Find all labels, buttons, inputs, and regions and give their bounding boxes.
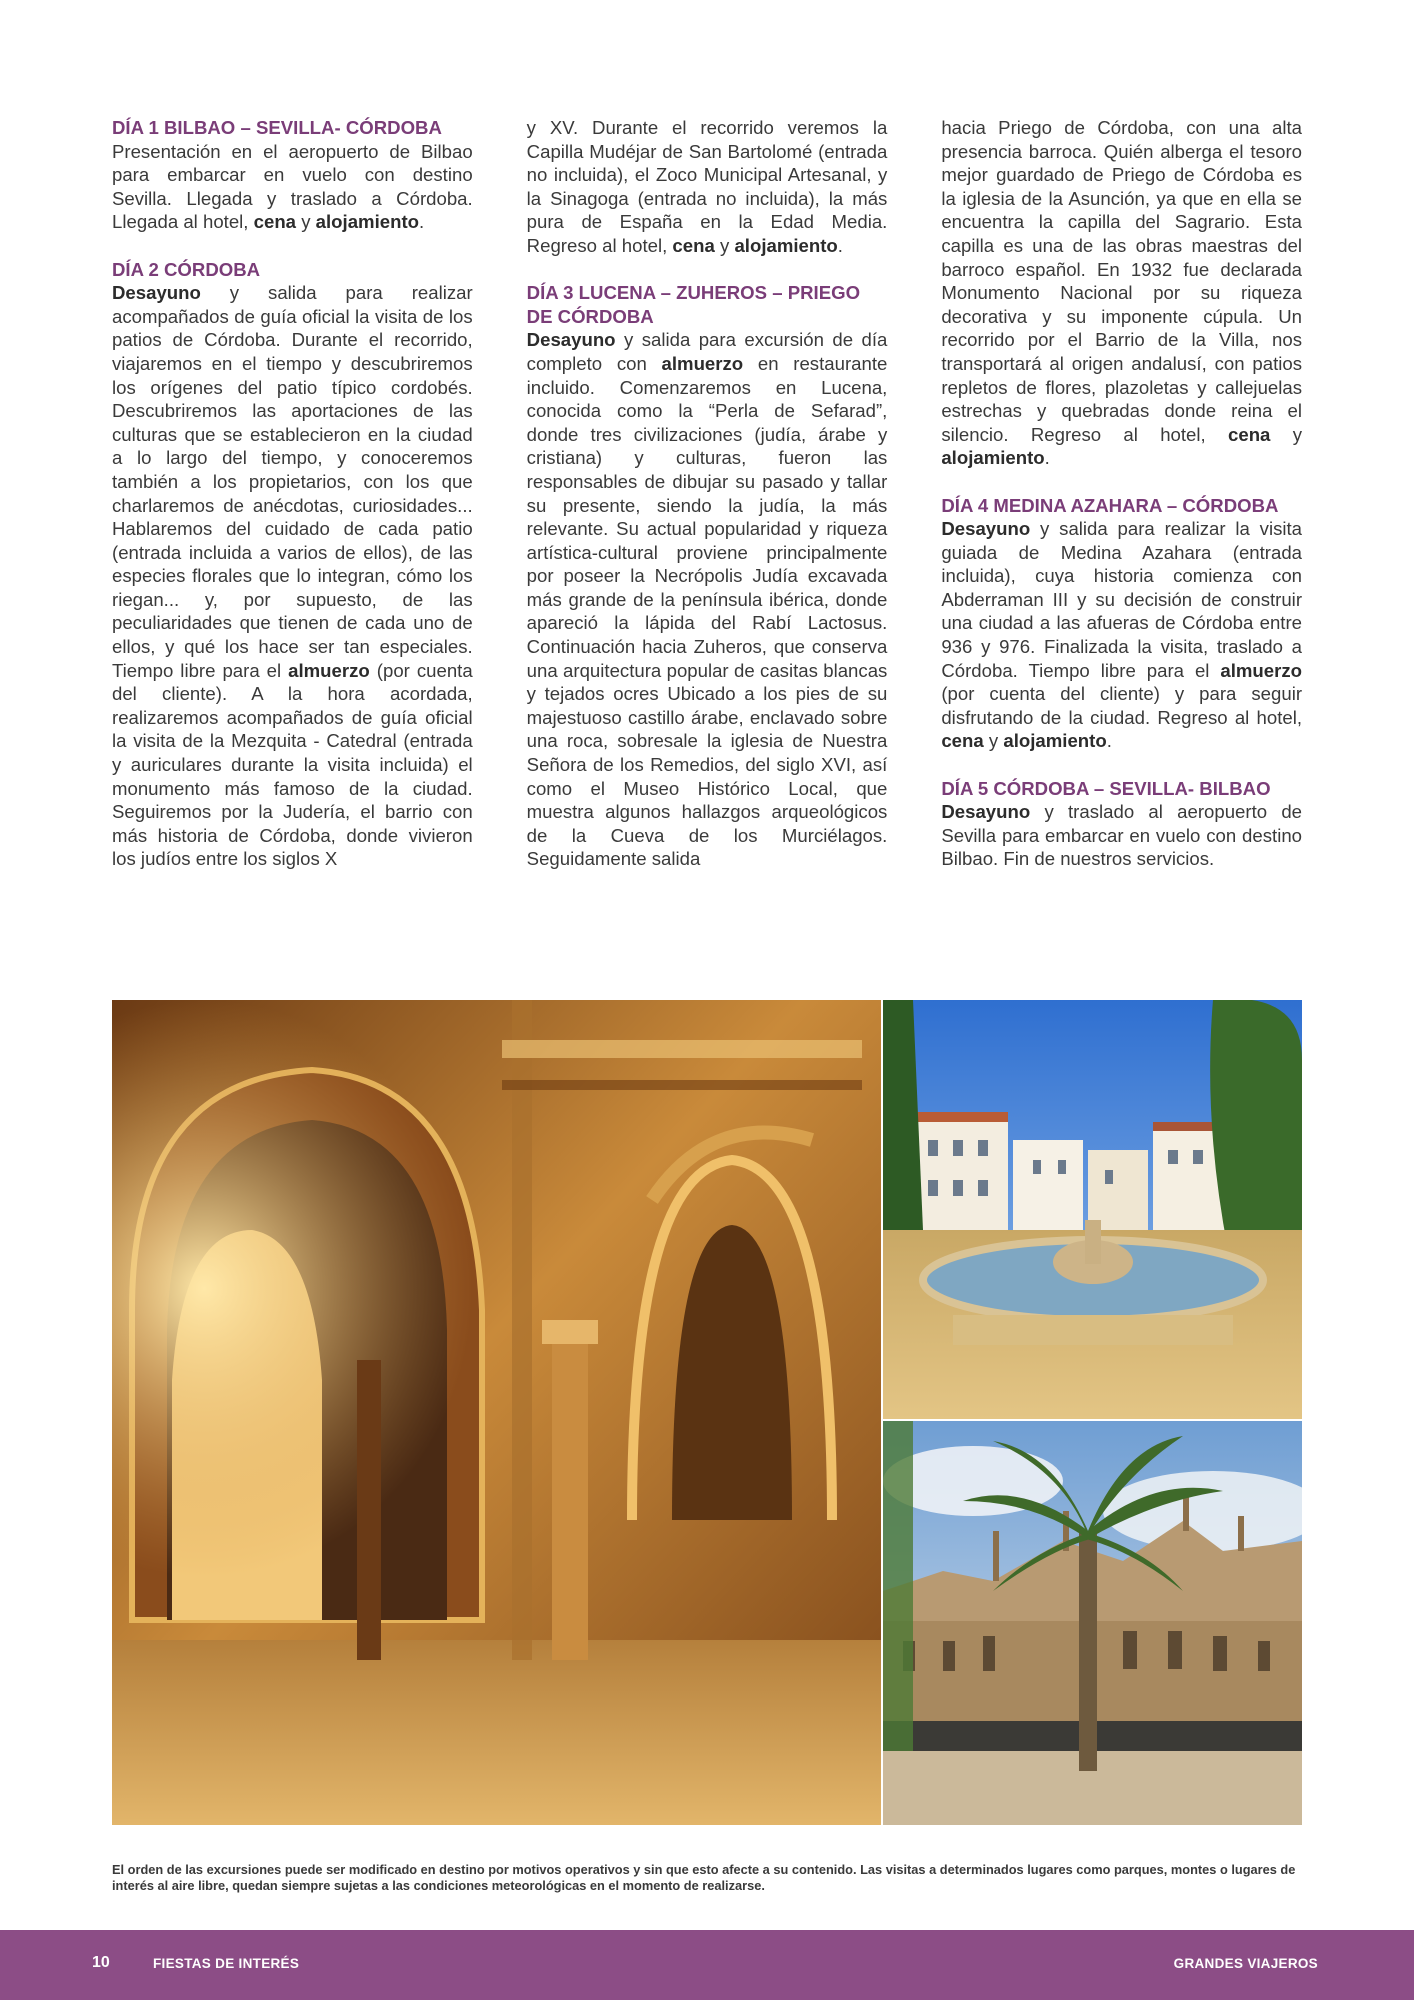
day-2-continued-text: y XV. Durante el recorrido veremos la Capilla Mudéjar de San Bartolomé (entrada no incluida), el Zoco Municipal Artesanal, y la Sinagoga (entrada no incluida), la más pura de España en la Edad Media. Regreso al hotel, cena y alojamiento. bbox=[526, 117, 888, 256]
day-5-title: DÍA 5 CÓRDOBA – SEVILLA- BILBAO bbox=[941, 777, 1271, 799]
day-3-continued-block bbox=[941, 116, 1302, 470]
day-1-block bbox=[112, 116, 473, 234]
section-title: FIESTAS DE INTERÉS bbox=[153, 1956, 300, 1971]
column-3 bbox=[941, 116, 1302, 871]
day-3-continued-text: hacia Priego de Córdoba, con una alta presencia barroca. Quién alberga el tesoro mejor guardado de Priego de Córdoba es la iglesia de la Asunción, ya que en ella se encuentra la capilla del Sagrario. Esta capilla es una de las obras maestras del barroco español. En 1932 fue declarada Monumento Nacional por su riqueza decorativa y su imponente cúpula. Un recorrido por el Barrio de la Villa, nos transportará al origen andalusí, con patios repletos de flores, plazoletas y callejuelas estrechas y quebradas donde reina el silencio. Regreso al hotel, cena y alojamiento. bbox=[941, 117, 1303, 469]
page-number: 10 bbox=[92, 1954, 110, 1971]
day-3-title: DÍA 3 LUCENA – ZUHEROS – PRIEGO DE CÓRDOBA bbox=[526, 282, 861, 327]
day-4-block bbox=[941, 494, 1302, 754]
day-3-text: Desayuno y salida para excursión de día completo con almuerzo en restaurante incluido. Comenzaremos en Lucena, conocida como la “Perla de Sefarad”, donde tres civilizaciones (judía, árabe y cristiana) y culturas, fueron las responsables de dibujar su pasado y tallar su presente, siendo la judía, la más relevante. Su actual popularidad y riqueza artística-cultural proviene principalmente por poseer la Necrópolis Judía excavada más grande de la península ibérica, donde apareció la lápida del Rabí Lactosus. Continuación hacia Zuheros, que conserva una arquitectura popular de casitas blancas y tejados ocres Ubicado a los pies de su majestuoso castillo árabe, enclavado sobre una roca, sobresale la iglesia de Nuestra Señora de los Remedios, del siglo XVI, así como el Museo Histórico Local, que muestra algunos hallazgos arqueológicos de la Cueva de los Murciélagos. Seguidamente salida bbox=[526, 329, 888, 870]
day-2-text: Desayuno y salida para realizar acompañados de guía oficial la visita de los patios de Córdoba. Durante el recorrido, viajaremos en el tiempo y descubriremos los orígenes del patio típico cordobés. Descubriremos las aportaciones de las culturas que se establecieron en la ciudad a lo largo del tiempo, y conoceremos también a los propietarios, con los que charlaremos de anécdotas, curiosidades... Hablaremos del cuidado de cada patio (entrada incluida a varios de ellos), de las especies florales que lo integran, cómo los riegan... y, por supuesto, de las peculiaridades que tienen de cada uno de ellos, y qué los hace ser tan especiales. Tiempo libre para el almuerzo (por cuenta del cliente). A la hora acordada, realizaremos acompañados de guía oficial la visita de la Mezquita - Catedral (entrada y auriculares durante la visita incluida) el monumento más famoso de la ciudad. Seguiremos por la Judería, el barrio con más historia de Córdoba, donde vivieron los judíos entre los siglos X bbox=[112, 282, 473, 870]
day-5-block bbox=[941, 777, 1302, 871]
day-4-text: Desayuno y salida para realizar la visita guiada de Medina Azahara (entrada incluida), cuya historia comienza con Abderraman III y su decisión de construir una ciudad a las afueras de Córdoba entre 936 y 976. Finalizada la visita, traslado a Córdoba. Tiempo libre para el almuerzo (por cuenta del cliente) y para seguir disfrutando de la ciudad. Regreso al hotel, cena y alojamiento. bbox=[941, 518, 1303, 752]
day-2-block bbox=[112, 258, 473, 871]
sevilla-cathedral-photo bbox=[883, 1421, 1302, 1825]
day-3-block bbox=[527, 281, 888, 871]
day-1-title: DÍA 1 BILBAO – SEVILLA- CÓRDOBA bbox=[112, 117, 442, 138]
mezquita-interior-photo bbox=[112, 1000, 881, 1825]
day-2-continued-block bbox=[527, 116, 888, 258]
day-1-text: Presentación en el aeropuerto de Bilbao para embarcar en vuelo con destino Sevilla. Llegada y traslado a Córdoba. Llegada al hotel, cena y alojamiento. bbox=[112, 140, 473, 233]
disclaimer: El orden de las excursiones puede ser modificado en destino por motivos operativos y sin que esto afecte a su contenido. Las visitas a determinados lugares como parques, montes o lugares de interés al aire libre, quedan siempre sujetas a las condiciones meteorológicas en el momento de realizarse. bbox=[112, 1862, 1296, 1893]
itinerary-columns bbox=[112, 116, 1302, 871]
photo-collage bbox=[112, 1000, 1302, 1825]
footer-bar bbox=[0, 1930, 1414, 2000]
day-5-text: Desayuno y traslado al aeropuerto de Sevilla para embarcar en vuelo con destino Bilbao. Fin de nuestros servicios. bbox=[941, 801, 1303, 870]
priego-fountain-photo bbox=[883, 1000, 1302, 1419]
brand-name: GRANDES VIAJEROS bbox=[1173, 1956, 1318, 1971]
column-1 bbox=[112, 116, 473, 871]
column-2 bbox=[527, 116, 888, 871]
day-2-title: DÍA 2 CÓRDOBA bbox=[112, 258, 261, 280]
day-4-title: DÍA 4 MEDINA AZAHARA – CÓRDOBA bbox=[941, 494, 1279, 516]
